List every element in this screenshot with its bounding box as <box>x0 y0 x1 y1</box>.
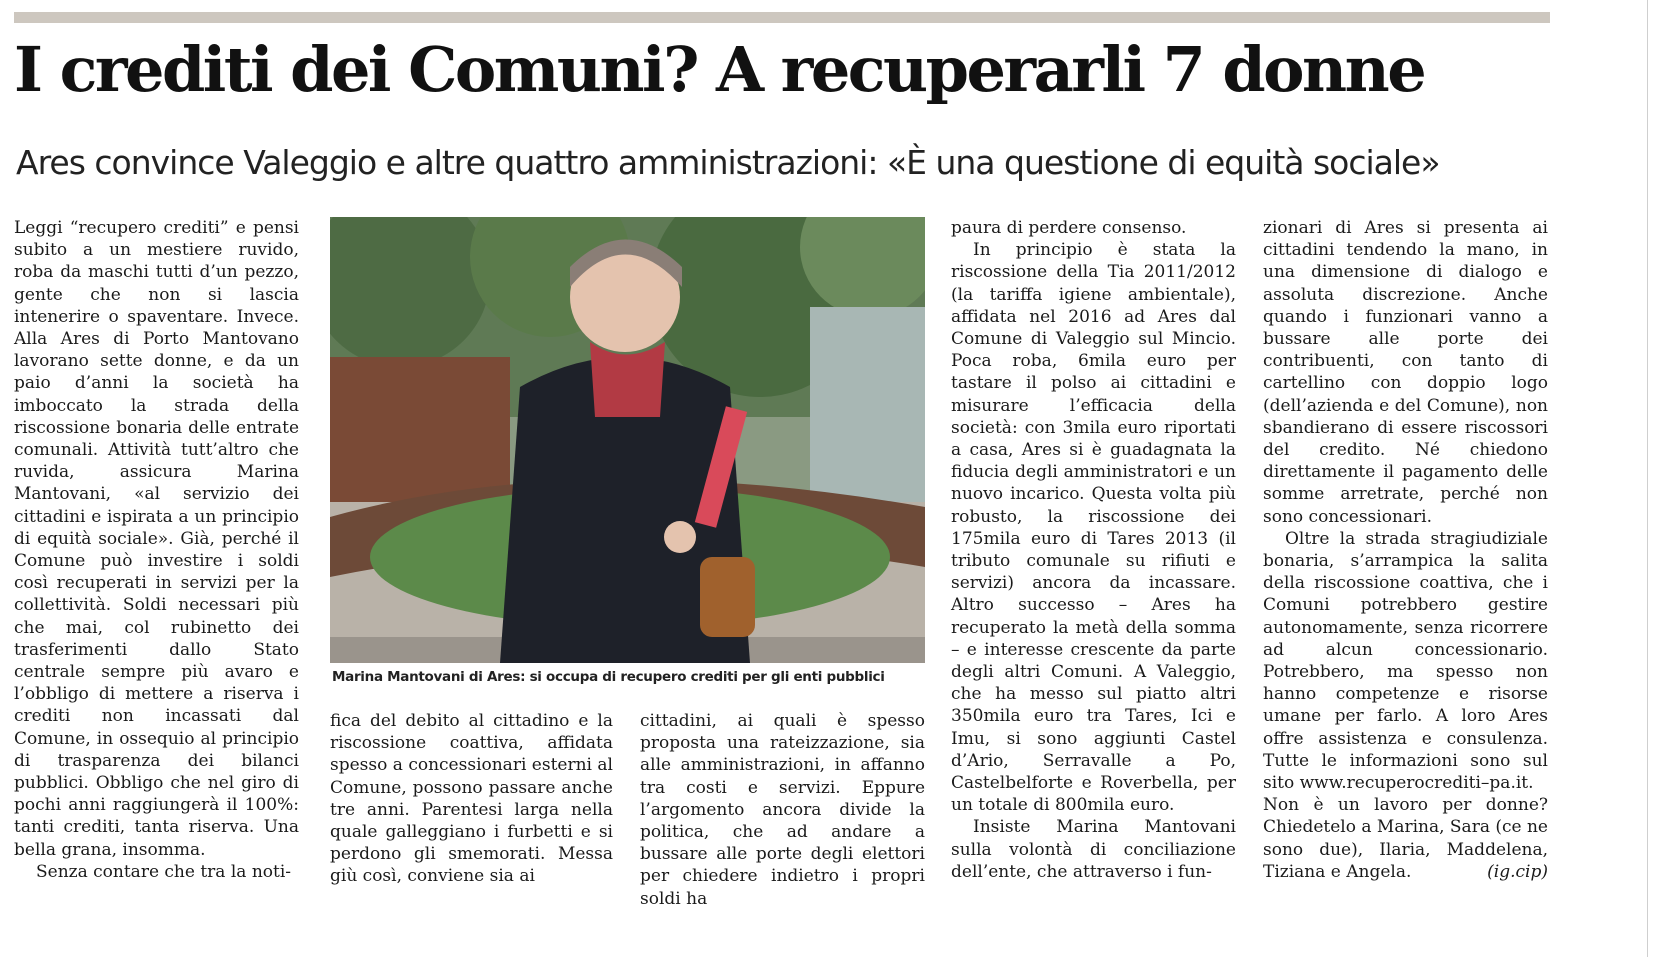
column-4 <box>951 217 1236 883</box>
col2-paragraph-1: fica del debito al cittadino e la riscossione coattiva, affidata spesso a concessionari esterni al Comune, possono passare anche tre anni. Parentesi larga nella quale galleggiano i furbetti e si perdono gli smemorati. Messa giù così, conviene sia ai <box>330 711 613 887</box>
author-signature: (ig.cip) <box>1487 861 1548 882</box>
column-2 <box>330 710 613 888</box>
column-5 <box>1263 217 1548 883</box>
col3-paragraph-1: cittadini, ai quali è spesso proposta una rateizzazione, sia alle amministrazioni, in affanno tra costi e servizi. Eppure l’argomento ancora divide la politica, che ad andare a bussare alle porte degli elettori per chiedere indietro i propri soldi ha <box>640 711 925 909</box>
col5-paragraph-3 <box>1263 794 1548 883</box>
col5-paragraph-1: zionari di Ares si presenta ai cittadini tendendo la mano, in una dimensione di dialogo e assoluta discrezione. Anche quando i funzionari vanno a bussare alle porte dei contribuenti, con tanto di cartellino con doppio logo (dell’azienda e del Comune), non sbandierano di essere riscossori del credito. Né chiedono direttamente il pagamento delle somme arretrate, perché non sono concessionari. <box>1263 218 1548 527</box>
col4-paragraph-3: Insiste Marina Mantovani sulla volontà di conciliazione dell’ente, che attraverso i fun- <box>951 817 1236 882</box>
subheadline: Ares convince Valeggio e altre quattro amministrazioni: «È una questione di equità sociale» <box>16 143 1440 182</box>
col4-paragraph-2: In principio è stata la riscossione della Tia 2011/2012 (la tariffa igiene ambientale), affidata nel 2016 ad Ares dal Comune di Valeggio sul Mincio. Poca roba, 6mila euro per tastare il polso ai cittadini e misurare l’efficacia della società: con 3mila euro riportati a casa, Ares si è guadagnata la fiducia degli amministratori e un nuovo incarico. Questa volta più robusto, la riscossione dei 175mila euro di Tares 2013 (il tributo comunale su rifiuti e servizi) ancora da incassare. Altro successo – Ares ha recuperato la metà della somma – e interesse crescente da parte degli altri Comuni. A Valeggio, che ha messo sul piatto altri 350mila euro tra Tares, Ici e Imu, si sono aggiunti Castel d’Ario, Serravalle a Po, Castelbelforte e Roverbella, per un totale di 800mila euro. <box>951 240 1236 816</box>
photo-caption: Marina Mantovani di Ares: si occupa di recupero crediti per gli enti pubblici <box>332 669 885 685</box>
col4-paragraph-1: paura di perdere consenso. <box>951 218 1187 238</box>
column-3 <box>640 710 925 910</box>
top-rule-bar <box>14 12 1550 23</box>
col1-paragraph-1: Leggi “recupero crediti” e pensi subito a un mestiere ruvido, roba da maschi tutti d’un pezzo, gente che non si lascia intenerire o spaventare. Invece. Alla Ares di Porto Mantovano lavorano sette donne, e da un paio d’anni la società ha imboccato la strada della riscossione bonaria delle entrate comunali. Attività tutt’altro che ruvida, assicura Marina Mantovani, «al servizio dei cittadini e ispirata a un principio di equità sociale». Già, perché il Comune può investire i soldi così recuperati in servizi per la collettività. Soldi necessari più che mai, col rubinetto dei trasferimenti dallo Stato centrale sempre più avaro e l’obbligo di mettere a riserva i crediti non incassati dal Comune, in ossequio al principio di trasparenza dei bilanci pubblici. Obbligo che nel giro di pochi anni raggiungerà il 100%: tanti crediti, tanta riserva. Una bella grana, insomma. <box>14 218 299 860</box>
photo-marina-mantovani <box>330 217 925 663</box>
column-1 <box>14 217 299 883</box>
page-edge-rule <box>1647 0 1648 957</box>
headline: I crediti dei Comuni? A recuperarli 7 donne <box>14 33 1425 106</box>
col1-paragraph-2: Senza contare che tra la noti- <box>36 861 292 882</box>
col5-paragraph-2: Oltre la strada stragiudiziale bonaria, s’arrampica la salita della riscossione coattiva, che i Comuni potrebbero gestire autonomamente, senza ricorrere ad alcun concessionario. Potrebbero, ma spesso non hanno competenze e risorse umane per farlo. A loro Ares offre assistenza e consulenza. Tutte le informazioni sono sul sito www.recuperocrediti–pa.it. <box>1263 528 1548 794</box>
col5-paragraph-3-text: Non è un lavoro per donne? Chiedetelo a Marina, Sara (ce ne sono due), Ilaria, Maddelena, Tiziana e Angela. <box>1263 795 1548 882</box>
article-photo <box>330 217 925 663</box>
